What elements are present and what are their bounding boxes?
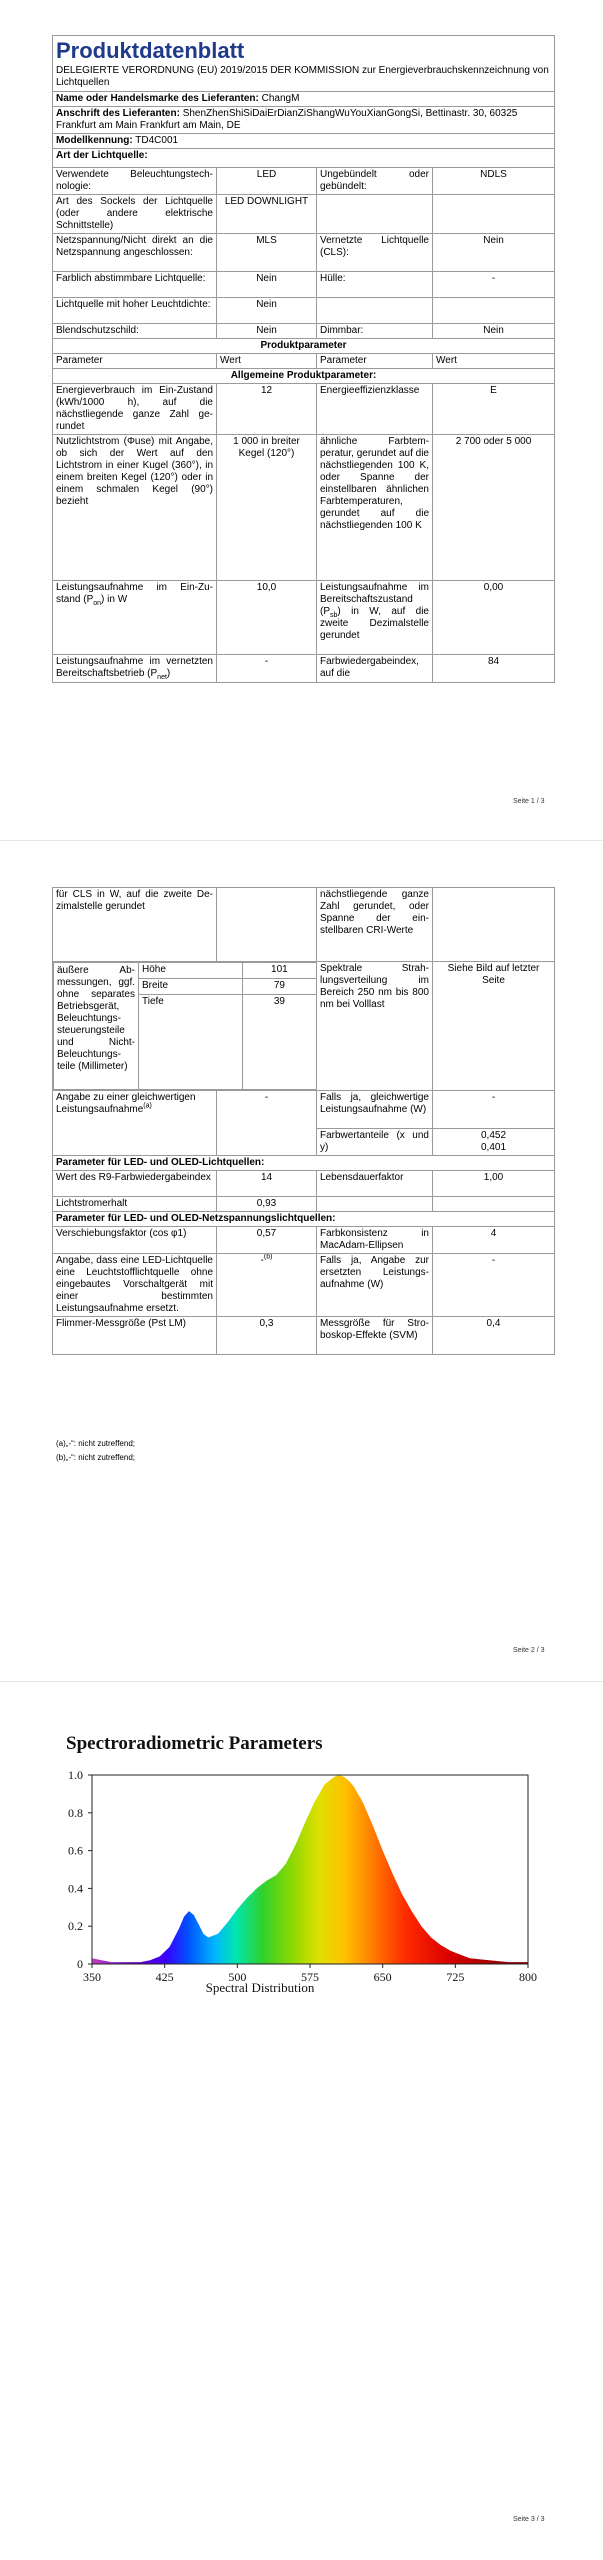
regulation-text: DELEGIERTE VERORDNUNG (EU) 2019/2015 DER KOMMISSION zur Energieverbrauchskennzeichnung von Lichtquellen xyxy=(56,65,549,88)
dimension-name: Höhe xyxy=(139,963,243,979)
chromaticity-label: Farbwertanteile (x und y) xyxy=(317,1129,433,1156)
chromaticity-y: 0,401 xyxy=(480,1142,507,1153)
type-label: Verwendete Beleuchtungstechnologie: xyxy=(53,168,217,195)
chromaticity-x: 0,452 xyxy=(480,1130,507,1141)
param-label: Farbkonsistenz in MacAdam-Ellipsen xyxy=(317,1227,433,1254)
dimension-value: 39 xyxy=(242,995,316,1090)
dimensions-label: äußere Abmessungen, ggf. ohne separates Betriebsgerät, Beleuchtungssteuerungsteile und Nicht-Beleuchtungsteile (Millimeter) xyxy=(54,963,139,1090)
param-label xyxy=(317,1197,433,1212)
param-value: 2 700 oder 5 000 xyxy=(433,435,555,581)
type-label: Netzspannung/Nicht direkt an die Netzspannung angeschlossen: xyxy=(53,234,217,272)
y-tick-label: 0.4 xyxy=(68,1881,83,1896)
param-value xyxy=(433,888,555,962)
x-tick-label: 425 xyxy=(155,1970,174,1984)
param-value xyxy=(217,888,317,962)
table-row xyxy=(53,1254,555,1317)
param-value: E xyxy=(433,384,555,435)
table-row xyxy=(53,1091,555,1129)
dimension-name: Breite xyxy=(139,979,243,995)
supplier-name-label: Name oder Handelsmarke des Lieferanten: xyxy=(56,93,259,104)
page-number: Seite 3 / 3 xyxy=(513,2516,545,2523)
column-header-row xyxy=(53,354,555,369)
param-value: - xyxy=(433,1091,555,1129)
type-label xyxy=(317,298,433,324)
param-value: 4 xyxy=(433,1227,555,1254)
type-value xyxy=(433,195,555,234)
param-label: Lebensdauerfaktor xyxy=(317,1171,433,1197)
mains-params-header: Parameter für LED- und OLED-Netzspannungslichtquellen: xyxy=(53,1212,555,1227)
type-value: NDLS xyxy=(433,168,555,195)
param-value: 1 000 in breiter Kegel (120°) xyxy=(217,435,317,581)
type-value: MLS xyxy=(217,234,317,272)
param-label: Angabe zu einer gleichwertigen Leistungsaufnahme$^{(a)}$ xyxy=(53,1091,217,1156)
param-label: Wert des R9-Farbwiedergabeindex xyxy=(53,1171,217,1197)
supplier-address-label: Anschrift des Lieferanten: xyxy=(56,108,180,119)
table-row xyxy=(53,888,555,962)
type-label: Ungebündelt oder gebündelt: xyxy=(317,168,433,195)
model-value: TD4C001 xyxy=(135,135,179,146)
type-label: Farblich abstimmbare Lichtquelle: xyxy=(53,272,217,298)
table-row xyxy=(53,1171,555,1197)
param-value: 14 xyxy=(217,1171,317,1197)
spectroradiometric-chart xyxy=(0,1682,603,2102)
type-value: Nein xyxy=(433,234,555,272)
param-label: Falls ja, gleichwertige Leistungsaufnahme (W) xyxy=(317,1091,433,1129)
y-tick-label: 0 xyxy=(77,1957,83,1971)
type-value: - xyxy=(433,272,555,298)
y-tick-label: 1.0 xyxy=(68,1768,83,1782)
dimension-value: 101 xyxy=(242,963,316,979)
general-params-header: Allgemeine Produktparameter: xyxy=(53,369,555,384)
type-value: LED DOWNLIGHT xyxy=(217,195,317,234)
chromaticity-value xyxy=(433,1129,555,1156)
type-label: Hülle: xyxy=(317,272,433,298)
table-row xyxy=(53,1197,555,1212)
table-row xyxy=(53,298,555,324)
param-label: für CLS in W, auf die zweite Dezimalstelle gerundet xyxy=(53,888,217,962)
type-label: Lichtquelle mit hoher Leuchtdichte: xyxy=(53,298,217,324)
table-row xyxy=(53,195,555,234)
datasheet-table-page-2 xyxy=(52,887,555,1355)
y-tick-label: 0.2 xyxy=(68,1919,83,1934)
dimensions-row xyxy=(53,962,555,1091)
param-value: 0,4 xyxy=(433,1317,555,1355)
param-label: Leistungsaufnahme im Ein-Zustand $(P_{on})$ in W xyxy=(53,581,217,655)
page-number: Seite 1 / 3 xyxy=(513,798,545,805)
dimensions-block xyxy=(53,962,317,1090)
param-label: Leistungsaufnahme im Bereitschaftszustand $(P_{sb})$ in W, auf die zweite Dezimalstelle gerundet xyxy=(317,581,433,655)
x-axis-label: Spectral Distribution xyxy=(205,1980,315,1995)
param-label: Leistungsaufnahme im vernetzten Bereitschaftsbetrieb $(P_{net})$ xyxy=(53,655,217,683)
param-label: Messgröße für Stroboskop-Effekte (SVM) xyxy=(317,1317,433,1355)
page-1 xyxy=(0,0,603,840)
x-tick-label: 350 xyxy=(83,1970,101,1984)
spectrum-area xyxy=(92,1775,528,1964)
param-label: Flimmer-Messgröße (Pst LM) xyxy=(53,1317,217,1355)
model-label: Modellkennung: xyxy=(56,135,133,146)
type-label: Dimmbar: xyxy=(317,324,433,339)
param-label: Angabe, dass eine LED-Lichtquelle eine Leuchtstofflichtquelle ohne eingebautes Vorschaltgerät mit einer bestimmten Leistungsaufnahme ersetzt. xyxy=(53,1254,217,1317)
param-label: Farbwiedergabeindex, auf die xyxy=(317,655,433,683)
supplier-address-value: ShenZhenShiSiDaiErDianZiShangWuYouXianGongSi, Bettinastr. 30, 60325 Frankfurt am Main Frankfurt am Main, DE xyxy=(56,108,518,131)
supplier-address-row xyxy=(53,107,555,134)
footnote-a: (a)„-“: nicht zutreffend; xyxy=(56,1439,135,1448)
param-value: 10,0 xyxy=(217,581,317,655)
type-label: Blendschutzschild: xyxy=(53,324,217,339)
chart-title: Spectroradiometric Parameters xyxy=(66,1733,323,1754)
column-header: Parameter xyxy=(53,354,217,369)
x-tick-label: 650 xyxy=(373,1970,392,1984)
table-row xyxy=(53,324,555,339)
param-value: -$^{(b)}$ xyxy=(217,1254,317,1317)
table-row xyxy=(53,272,555,298)
table-row xyxy=(53,655,555,683)
page-3 xyxy=(0,1682,603,2560)
param-value xyxy=(433,1197,555,1212)
column-header: Wert xyxy=(217,354,317,369)
spectral-label: Spektrale Strahlungsverteilung im Bereich 250 nm bis 800 nm bei Volllast xyxy=(317,962,433,1091)
x-tick-label: 800 xyxy=(519,1970,537,1984)
param-label: Energieverbrauch im Ein-Zustand (kWh/1000 h), auf die nächstliegende ganze Zahl gerundet xyxy=(53,384,217,435)
type-value: Nein xyxy=(217,324,317,339)
type-label xyxy=(317,195,433,234)
table-row xyxy=(53,435,555,581)
footnote-b: (b)„-“: nicht zutreffend; xyxy=(56,1453,135,1462)
type-label: Art des Sockels der Lichtquelle (oder andere elektrische Schnittstelle) xyxy=(53,195,217,234)
dimension-value: 79 xyxy=(242,979,316,995)
param-value: - xyxy=(217,655,317,683)
product-params-header: Produktparameter xyxy=(53,339,555,354)
y-tick-label: 0.6 xyxy=(68,1843,83,1858)
table-row xyxy=(53,581,555,655)
type-value xyxy=(433,298,555,324)
y-tick-label: 0.8 xyxy=(68,1805,83,1820)
column-header: Wert xyxy=(433,354,555,369)
param-label: Lichtstromerhalt xyxy=(53,1197,217,1212)
param-label: Verschiebungsfaktor (cos φ1) xyxy=(53,1227,217,1254)
type-header: Art der Lichtquelle: xyxy=(53,149,555,168)
x-tick-label: 500 xyxy=(228,1970,247,1984)
param-label: Nutzlichtstrom (Φuse) mit Angabe, ob sich der Wert auf den Lichtstrom in einer Kugel (360°), in einem breiten Kegel (120°) oder in einem schmalen Kegel (90°) bezieht xyxy=(53,435,217,581)
page-title: Produktdatenblatt xyxy=(56,38,245,63)
param-value: 0,57 xyxy=(217,1227,317,1254)
page-2 xyxy=(0,841,603,1681)
param-value: 0,3 xyxy=(217,1317,317,1355)
param-label: Falls ja, Angabe zur ersetzten Leistungsaufnahme (W) xyxy=(317,1254,433,1317)
param-value: 0,00 xyxy=(433,581,555,655)
page-number: Seite 2 / 3 xyxy=(513,1647,545,1654)
table-row xyxy=(53,1227,555,1254)
spectral-value: Siehe Bild auf letzter Seite xyxy=(433,962,555,1091)
supplier-name-row xyxy=(53,92,555,107)
param-value: 12 xyxy=(217,384,317,435)
dimension-name: Tiefe xyxy=(139,995,243,1090)
type-value: Nein xyxy=(217,272,317,298)
table-row xyxy=(53,1317,555,1355)
x-tick-label: 725 xyxy=(446,1970,465,1984)
param-value: 84 xyxy=(433,655,555,683)
model-row xyxy=(53,134,555,149)
x-tick-label: 575 xyxy=(301,1970,319,1984)
table-row xyxy=(53,384,555,435)
table-row xyxy=(53,234,555,272)
led-params-header: Parameter für LED- und OLED-Lichtquellen: xyxy=(53,1156,555,1171)
supplier-name-value: ChangM xyxy=(261,93,300,104)
type-value: LED xyxy=(217,168,317,195)
param-value: 1,00 xyxy=(433,1171,555,1197)
type-value: Nein xyxy=(217,298,317,324)
param-label: ähnliche Farbtemperatur, gerundet auf die nächstliegenden 100 K, oder Spanne der einstellbaren ähnlichen Farbtemperaturen, gerundet auf die nächstliegenden 100 K xyxy=(317,435,433,581)
param-value: 0,93 xyxy=(217,1197,317,1212)
plot-area xyxy=(68,1768,537,1984)
param-label: nächstliegende ganze Zahl gerundet, oder Spanne der einstellbaren CRI-Werte xyxy=(317,888,433,962)
type-label: Vernetzte Lichtquelle (CLS): xyxy=(317,234,433,272)
type-value: Nein xyxy=(433,324,555,339)
table-row xyxy=(53,168,555,195)
param-value: - xyxy=(433,1254,555,1317)
param-value: - xyxy=(217,1091,317,1156)
column-header: Parameter xyxy=(317,354,433,369)
datasheet-table-page-1 xyxy=(52,35,555,683)
param-label: Energieeffizienzklasse xyxy=(317,384,433,435)
